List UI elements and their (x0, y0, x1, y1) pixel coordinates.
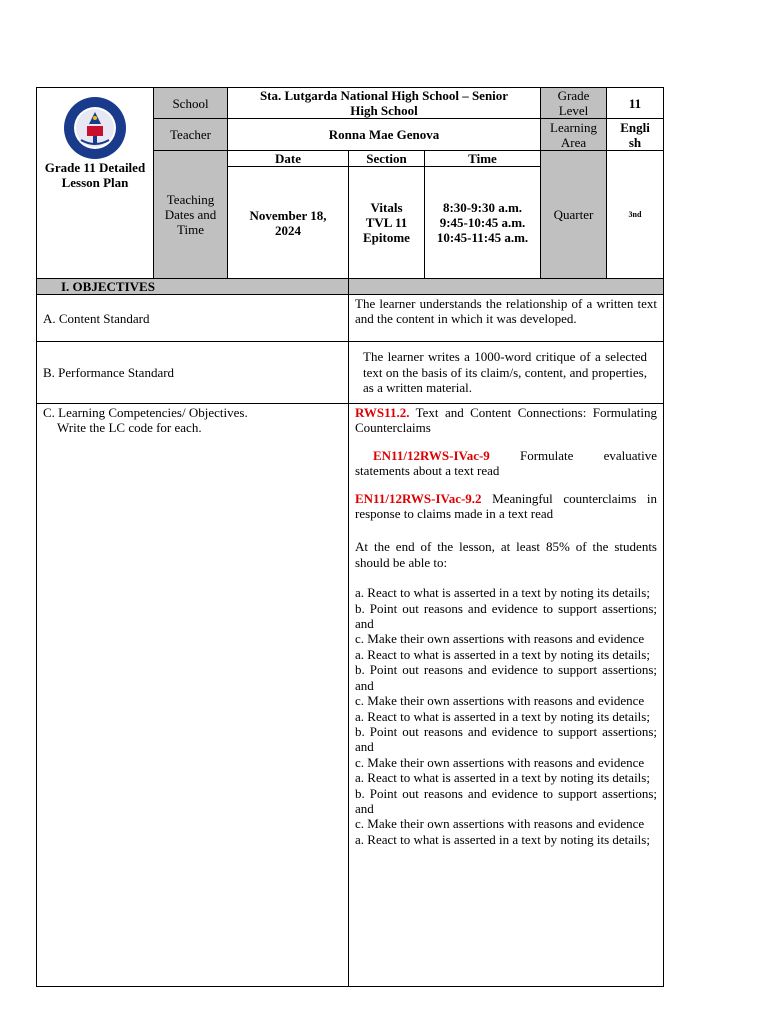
school-label: School (153, 87, 228, 119)
date-header: Date (227, 150, 349, 167)
objective-item-a: a. React to what is asserted in a text by noting its details; (355, 708, 650, 724)
competencies-label: C. Learning Competencies/ Objectives. (43, 405, 248, 420)
quarter-label: Quarter (540, 150, 607, 279)
objective-item-b: b. Point out reasons and evidence to support assertions; and (355, 662, 657, 693)
objectives-intro: At the end of the lesson, at least 85% of the students should be able to: (355, 539, 657, 570)
objectives-list (355, 585, 657, 847)
objective-item-c: c. Make their own assertions with reasons and evidence (355, 754, 645, 770)
lc2-text: Formulate evaluative statements about a text read (355, 447, 657, 479)
grade-level-label: Grade Level (540, 87, 607, 119)
teaching-dates-label: Teaching Dates and Time (153, 150, 228, 279)
objective-item-c: c. Make their own assertions with reasons and evidence (355, 631, 645, 647)
lc1-code: RWS11.2. (355, 405, 410, 420)
time-slot-3: 10:45-11:45 a.m. (436, 230, 529, 245)
competencies-label-cell (36, 403, 349, 987)
objective-item-a: a. React to what is asserted in a text by noting its details; (355, 585, 650, 601)
performance-standard-text: The learner writes a 1000-word critique of a selected text on the basis of its claim/s, content, and properties, as a written material. (363, 349, 647, 396)
lc-en11-9-2 (355, 491, 657, 522)
school-name: Sta. Lutgarda National High School – Senior High School (227, 87, 541, 119)
objective-item-b: b. Point out reasons and evidence to support assertions; and (355, 723, 657, 755)
objectives-heading (36, 278, 349, 295)
deped-seal-icon (63, 96, 127, 160)
objective-item-c: c. Make their own assertions with reasons and evidence (355, 693, 645, 709)
lc-rws11 (355, 405, 657, 436)
objective-item-b: b. Point out reasons and evidence to support assertions; and (355, 785, 657, 816)
logo-title-cell (36, 87, 154, 279)
objective-item-b: b. Point out reasons and evidence to support assertions; and (355, 600, 657, 632)
objective-item-c: c. Make their own assertions with reasons and evidence (355, 816, 645, 832)
lc-en11-9 (355, 448, 657, 479)
section-header: Section (348, 150, 425, 167)
performance-standard-cell (348, 341, 664, 404)
teacher-name: Ronna Mae Genova (227, 118, 541, 151)
objective-item-a: a. React to what is asserted in a text by noting its details; (355, 831, 650, 847)
time-values (424, 166, 541, 279)
teacher-label: Teacher (153, 118, 228, 151)
lc3-text: Meaningful counterclaims in response to claims made in a text read (355, 490, 657, 522)
quarter-value: 3nd (606, 150, 664, 279)
grade-level-value: 11 (606, 87, 664, 119)
content-standard-label: A. Content Standard (36, 294, 349, 342)
content-standard-cell (348, 294, 664, 342)
performance-standard-label: B. Performance Standard (36, 341, 349, 404)
time-slot-1: 8:30-9:30 a.m. (442, 200, 523, 215)
learning-area-value: English (606, 118, 664, 151)
lesson-plan-title: Grade 11 Detailed Lesson Plan (44, 160, 146, 190)
date-value: November 18, 2024 (227, 166, 349, 279)
learning-area-label: Learning Area (540, 118, 607, 151)
lc2-code: EN11/12RWS-IVac-9 (373, 447, 490, 463)
objectives-heading-right (348, 278, 664, 295)
objectives-heading-text: I. OBJECTIVES (61, 279, 155, 294)
time-header: Time (424, 150, 541, 167)
objective-item-a: a. React to what is asserted in a text by noting its details; (355, 770, 650, 786)
lc1-text: Text and Content Connections: Formulating Counterclaims (355, 405, 657, 436)
competencies-sublabel: Write the LC code for each. (57, 420, 202, 435)
section-value: Vitals TVL 11 Epitome (348, 166, 425, 279)
content-standard-text: The learner understands the relationship of a written text and the content in which it was developed. (355, 296, 657, 327)
objective-item-a: a. React to what is asserted in a text by noting its details; (355, 646, 650, 662)
lc3-code: EN11/12RWS-IVac-9.2 (355, 490, 482, 506)
time-slot-2: 9:45-10:45 a.m. (439, 215, 526, 230)
competencies-content-cell (348, 403, 664, 987)
